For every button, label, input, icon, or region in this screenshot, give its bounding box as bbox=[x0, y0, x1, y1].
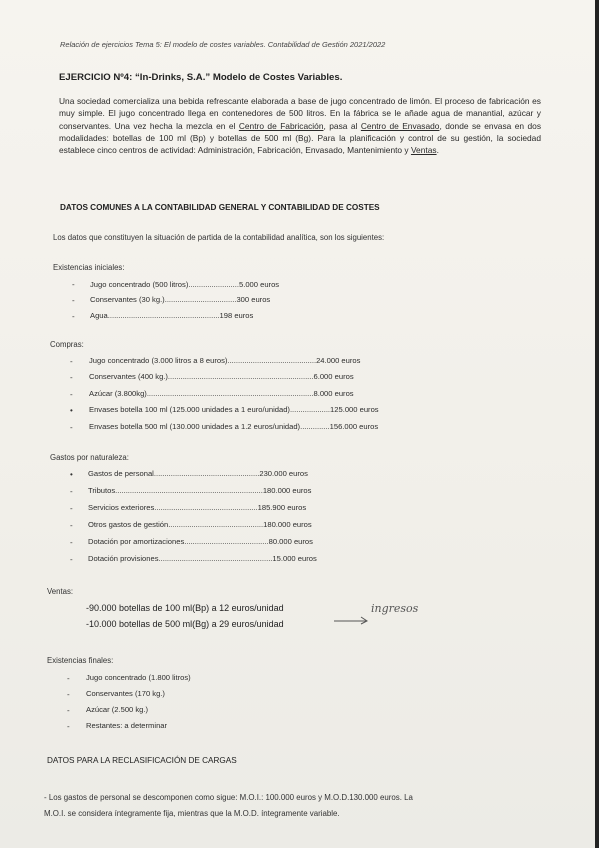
bullet: • bbox=[70, 406, 73, 415]
list-item: Otros gastos de gestión.............................................180.000 euros bbox=[88, 520, 312, 529]
ventas-line-bp: -90.000 botellas de 100 ml(Bp) a 12 euros/unidad bbox=[86, 603, 284, 613]
bullet: - bbox=[72, 312, 75, 321]
list-item: Conservantes (400 kg.).....................................................................6.000 euros bbox=[89, 372, 354, 381]
list-item: Servicios exteriores.................................................185.900 euros bbox=[88, 503, 307, 512]
common-intro-text: Los datos que constituyen la situación de partida de la contabilidad analítica, son los siguientes: bbox=[53, 233, 385, 242]
list-item: Envases botella 500 ml (130.000 unidades a 1.2 euros/unidad)..............156.000 euros bbox=[89, 422, 379, 431]
bullet: - bbox=[72, 280, 75, 289]
bullet: - bbox=[70, 487, 73, 496]
list-item: Conservantes (30 kg.)..................................300 euros bbox=[90, 295, 271, 304]
ventas-line-bg: -10.000 botellas de 500 ml(Bg) a 29 euros/unidad bbox=[86, 619, 284, 629]
list-item: Envases botella 100 ml (125.000 unidades a 1 euro/unidad)...................125.000 euros bbox=[89, 405, 379, 414]
intro-link-fabricacion: Centro de Fabricación bbox=[238, 120, 324, 131]
handwritten-note: ingresos bbox=[371, 602, 419, 615]
reclasificacion-line-2: M.O.I. se considera íntegramente fija, mientras que la M.O.D. íntegramente variable. bbox=[44, 809, 340, 818]
intro-paragraph bbox=[59, 95, 541, 156]
bullet: - bbox=[67, 722, 70, 731]
list-item: Restantes: a determinar bbox=[86, 721, 168, 730]
page-header: Relación de ejercicios Tema 5: El modelo de costes variables. Contabilidad de Gestión 2021/2022 bbox=[60, 40, 386, 49]
bullet: - bbox=[67, 674, 70, 683]
label-existencias-finales: Existencias finales: bbox=[47, 656, 114, 665]
list-item: Azúcar (2.500 kg.) bbox=[86, 705, 149, 714]
list-item: Conservantes (170 kg.) bbox=[86, 689, 165, 698]
bullet: - bbox=[70, 373, 73, 382]
intro-link-envasado: Centro de Envasado bbox=[360, 120, 440, 131]
list-item: Jugo concentrado (500 litros)........................5.000 euros bbox=[90, 280, 280, 289]
list-item: Dotación por amortizaciones........................................80.000 euros bbox=[88, 537, 313, 546]
bullet: - bbox=[70, 521, 73, 530]
bullet: - bbox=[70, 555, 73, 564]
list-item: Tributos......................................................................180.000 euros bbox=[88, 486, 312, 495]
intro-text-1: Una sociedad comercializa una bebida refrescante elaborada a base de jugo concentrado de limón. El proceso de fabricación es muy simple. El jugo concentrado llega en contenedores de 500 litros. En la fábrica se le añade agua de manantial, azúcar y conservantes. Una vez hecha la mezcla en el bbox=[59, 96, 541, 131]
list-item: Agua.....................................................198 euros bbox=[90, 311, 254, 320]
section-title-common: DATOS COMUNES A LA CONTABILIDAD GENERAL Y CONTABILIDAD DE COSTES bbox=[60, 203, 380, 212]
intro-text-4: . bbox=[436, 145, 439, 156]
bullet: - bbox=[72, 296, 75, 305]
section-title-reclasificacion: DATOS PARA LA RECLASIFICACIÓN DE CARGAS bbox=[47, 756, 237, 765]
bullet: - bbox=[70, 423, 73, 432]
intro-link-ventas: Ventas bbox=[410, 145, 437, 156]
bullet: - bbox=[70, 538, 73, 547]
intro-text-2: , pasa al bbox=[323, 120, 361, 131]
bullet: - bbox=[70, 357, 73, 366]
bullet: - bbox=[67, 706, 70, 715]
bullet: • bbox=[70, 470, 73, 479]
bullet: - bbox=[70, 390, 73, 399]
label-compras: Compras: bbox=[50, 340, 84, 349]
label-ventas: Ventas: bbox=[47, 587, 74, 596]
list-item: Gastos de personal..................................................230.000 euros bbox=[88, 469, 308, 478]
list-item: Dotación provisiones......................................................15.000 euros bbox=[88, 554, 317, 563]
list-item: Jugo concentrado (3.000 litros a 8 euros)..........................................24.000 euros bbox=[89, 356, 361, 365]
bullet: - bbox=[67, 690, 70, 699]
exercise-title: EJERCICIO Nº4: “In-Drinks, S.A.” Modelo de Costes Variables. bbox=[59, 72, 343, 83]
handwritten-arrow-icon bbox=[332, 613, 372, 625]
label-gastos: Gastos por naturaleza: bbox=[50, 453, 129, 462]
label-existencias-iniciales: Existencias iniciales: bbox=[53, 263, 125, 272]
bullet: - bbox=[70, 504, 73, 513]
page-edge-shadow bbox=[595, 0, 599, 848]
list-item: Jugo concentrado (1.800 litros) bbox=[86, 673, 191, 682]
reclasificacion-line-1: - Los gastos de personal se descomponen como sigue: M.O.I.: 100.000 euros y M.O.D.130.000 euros. La bbox=[44, 793, 413, 802]
intro-text-3: , donde se envasa en dos modalidades: botellas de 100 ml (Bp) y botellas de 500 ml (Bg). Para la planificación y control de su gestión, la sociedad establece cinco centros de actividad: Administración, Fabricación, Envasado, Mantenimiento y bbox=[59, 120, 542, 156]
list-item: Azúcar (3.800kg)...............................................................................8.000 euros bbox=[89, 389, 354, 398]
